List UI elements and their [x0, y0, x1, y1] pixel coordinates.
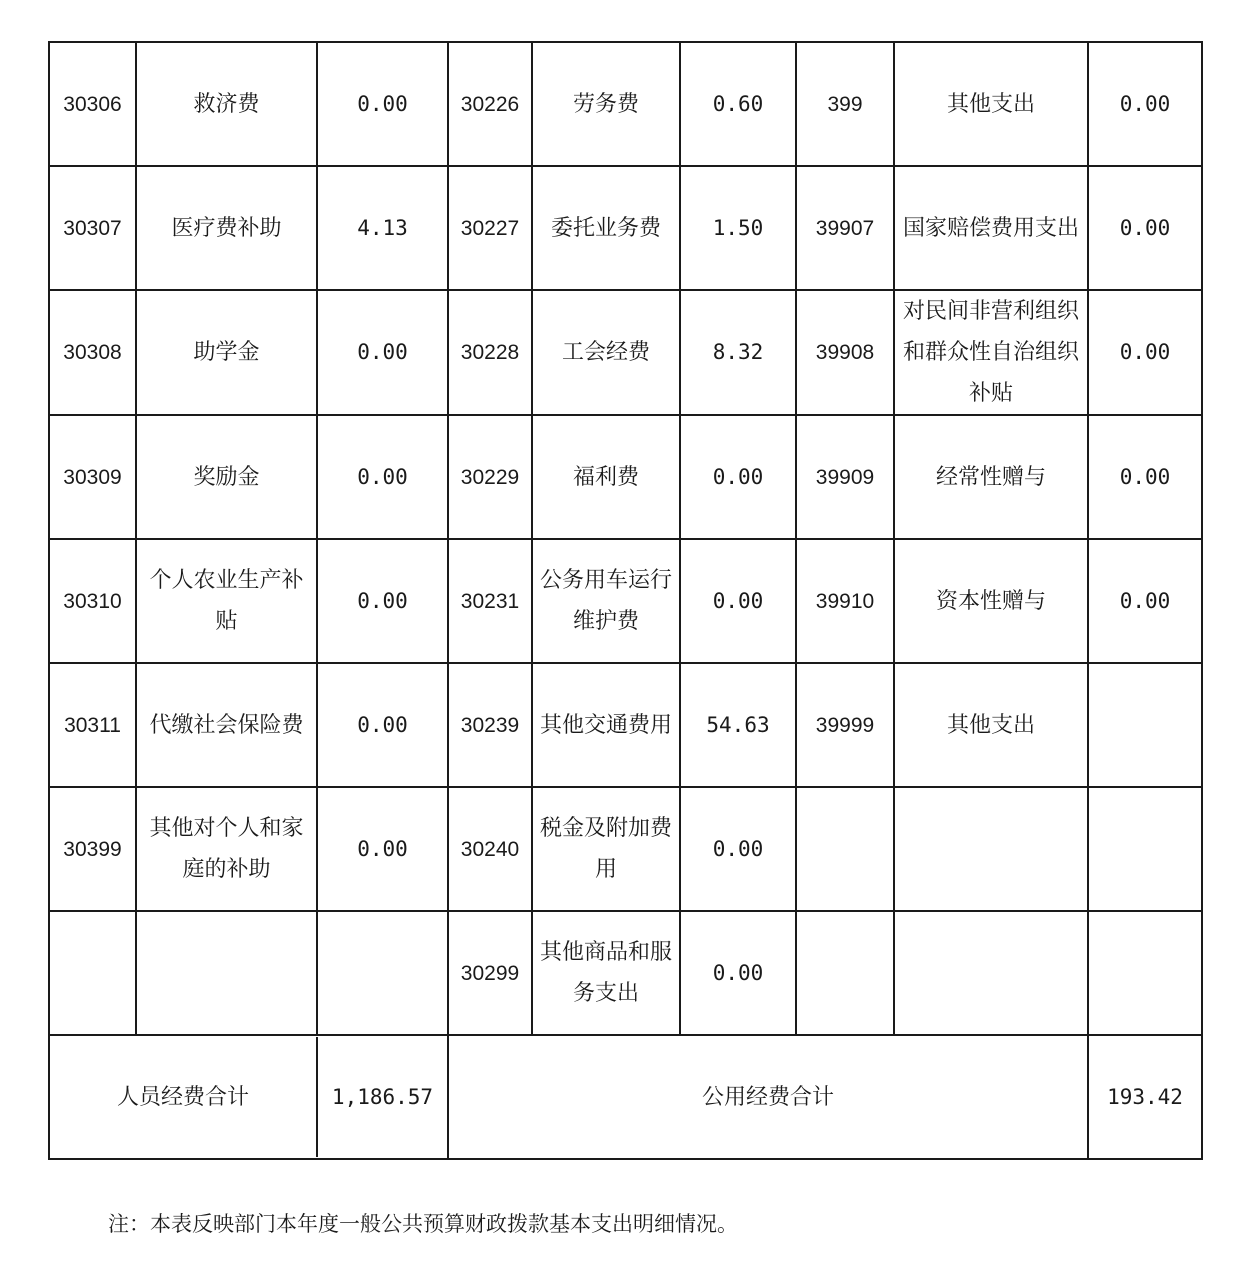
item-code: 30310 — [49, 539, 136, 663]
item-amount: 0.00 — [317, 787, 448, 911]
item-amount: 0.00 — [317, 42, 448, 166]
item-code: 30399 — [49, 787, 136, 911]
item-code: 30306 — [49, 42, 136, 166]
table-row — [49, 415, 1202, 539]
item-code: 30308 — [49, 290, 136, 415]
personnel-total-wrap — [50, 1037, 447, 1157]
table-row — [49, 787, 1202, 911]
item-amount: 0.00 — [680, 911, 796, 1035]
item-amount: 0.00 — [680, 787, 796, 911]
item-code — [49, 911, 136, 1035]
item-code: 30299 — [448, 911, 532, 1035]
item-code: 30228 — [448, 290, 532, 415]
item-amount: 0.00 — [317, 663, 448, 787]
item-name: 国家赔偿费用支出 — [894, 166, 1088, 290]
item-name: 其他商品和服务支出 — [532, 911, 680, 1035]
item-name — [136, 911, 317, 1035]
item-code: 30307 — [49, 166, 136, 290]
item-name — [894, 911, 1088, 1035]
item-code: 39907 — [796, 166, 894, 290]
totals-row — [49, 1035, 1202, 1159]
item-code: 399 — [796, 42, 894, 166]
table-row — [49, 539, 1202, 663]
table-row — [49, 42, 1202, 166]
item-amount: 0.00 — [1088, 42, 1202, 166]
item-amount: 0.60 — [680, 42, 796, 166]
item-code: 30229 — [448, 415, 532, 539]
item-amount: 0.00 — [1088, 539, 1202, 663]
item-name: 其他对个人和家庭的补助 — [136, 787, 317, 911]
item-amount: 0.00 — [1088, 415, 1202, 539]
item-name: 资本性赠与 — [894, 539, 1088, 663]
item-amount: 0.00 — [1088, 290, 1202, 415]
public-total-value: 193.42 — [1088, 1035, 1202, 1159]
item-code: 30226 — [448, 42, 532, 166]
item-amount: 0.00 — [317, 415, 448, 539]
public-total-label: 公用经费合计 — [448, 1035, 1088, 1159]
item-amount: 0.00 — [1088, 166, 1202, 290]
item-name: 其他支出 — [894, 663, 1088, 787]
table-row — [49, 911, 1202, 1035]
item-amount: 54.63 — [680, 663, 796, 787]
item-code: 30309 — [49, 415, 136, 539]
table-row — [49, 663, 1202, 787]
item-amount — [1088, 663, 1202, 787]
personnel-total-group — [49, 1035, 448, 1159]
item-code: 30227 — [448, 166, 532, 290]
item-amount: 0.00 — [680, 539, 796, 663]
item-name: 医疗费补助 — [136, 166, 317, 290]
item-code: 30239 — [448, 663, 532, 787]
item-name: 奖励金 — [136, 415, 317, 539]
item-code: 39910 — [796, 539, 894, 663]
item-name: 福利费 — [532, 415, 680, 539]
personnel-total-label: 人员经费合计 — [116, 1084, 249, 1110]
item-name: 经常性赠与 — [894, 415, 1088, 539]
item-name: 个人农业生产补贴 — [136, 539, 317, 663]
item-amount — [1088, 911, 1202, 1035]
item-name: 劳务费 — [532, 42, 680, 166]
budget-detail-table — [48, 41, 1203, 1160]
item-amount: 0.00 — [680, 415, 796, 539]
item-code: 39909 — [796, 415, 894, 539]
item-amount: 8.32 — [680, 290, 796, 415]
item-amount — [317, 911, 448, 1035]
item-name: 工会经费 — [532, 290, 680, 415]
item-code: 30311 — [49, 663, 136, 787]
item-code — [796, 787, 894, 911]
item-code: 39908 — [796, 290, 894, 415]
item-name: 对民间非营利组织和群众性自治组织补贴 — [894, 290, 1088, 415]
table-row — [49, 166, 1202, 290]
item-amount: 1.50 — [680, 166, 796, 290]
item-name: 代缴社会保险费 — [136, 663, 317, 787]
item-amount: 0.00 — [317, 539, 448, 663]
item-name: 公务用车运行维护费 — [532, 539, 680, 663]
item-amount — [1088, 787, 1202, 911]
item-code: 30231 — [448, 539, 532, 663]
item-name: 救济费 — [136, 42, 317, 166]
item-amount: 0.00 — [317, 290, 448, 415]
item-name: 其他支出 — [894, 42, 1088, 166]
item-name: 委托业务费 — [532, 166, 680, 290]
item-amount: 4.13 — [317, 166, 448, 290]
item-name — [894, 787, 1088, 911]
item-name: 税金及附加费用 — [532, 787, 680, 911]
table-row — [49, 290, 1202, 415]
item-code: 30240 — [448, 787, 532, 911]
item-code — [796, 911, 894, 1035]
personnel-total-value: 1,186.57 — [316, 1037, 447, 1157]
item-name: 其他交通费用 — [532, 663, 680, 787]
item-code: 39999 — [796, 663, 894, 787]
item-name: 助学金 — [136, 290, 317, 415]
table-note: 注：本表反映部门本年度一般公共预算财政拨款基本支出明细情况。 — [108, 1212, 738, 1236]
